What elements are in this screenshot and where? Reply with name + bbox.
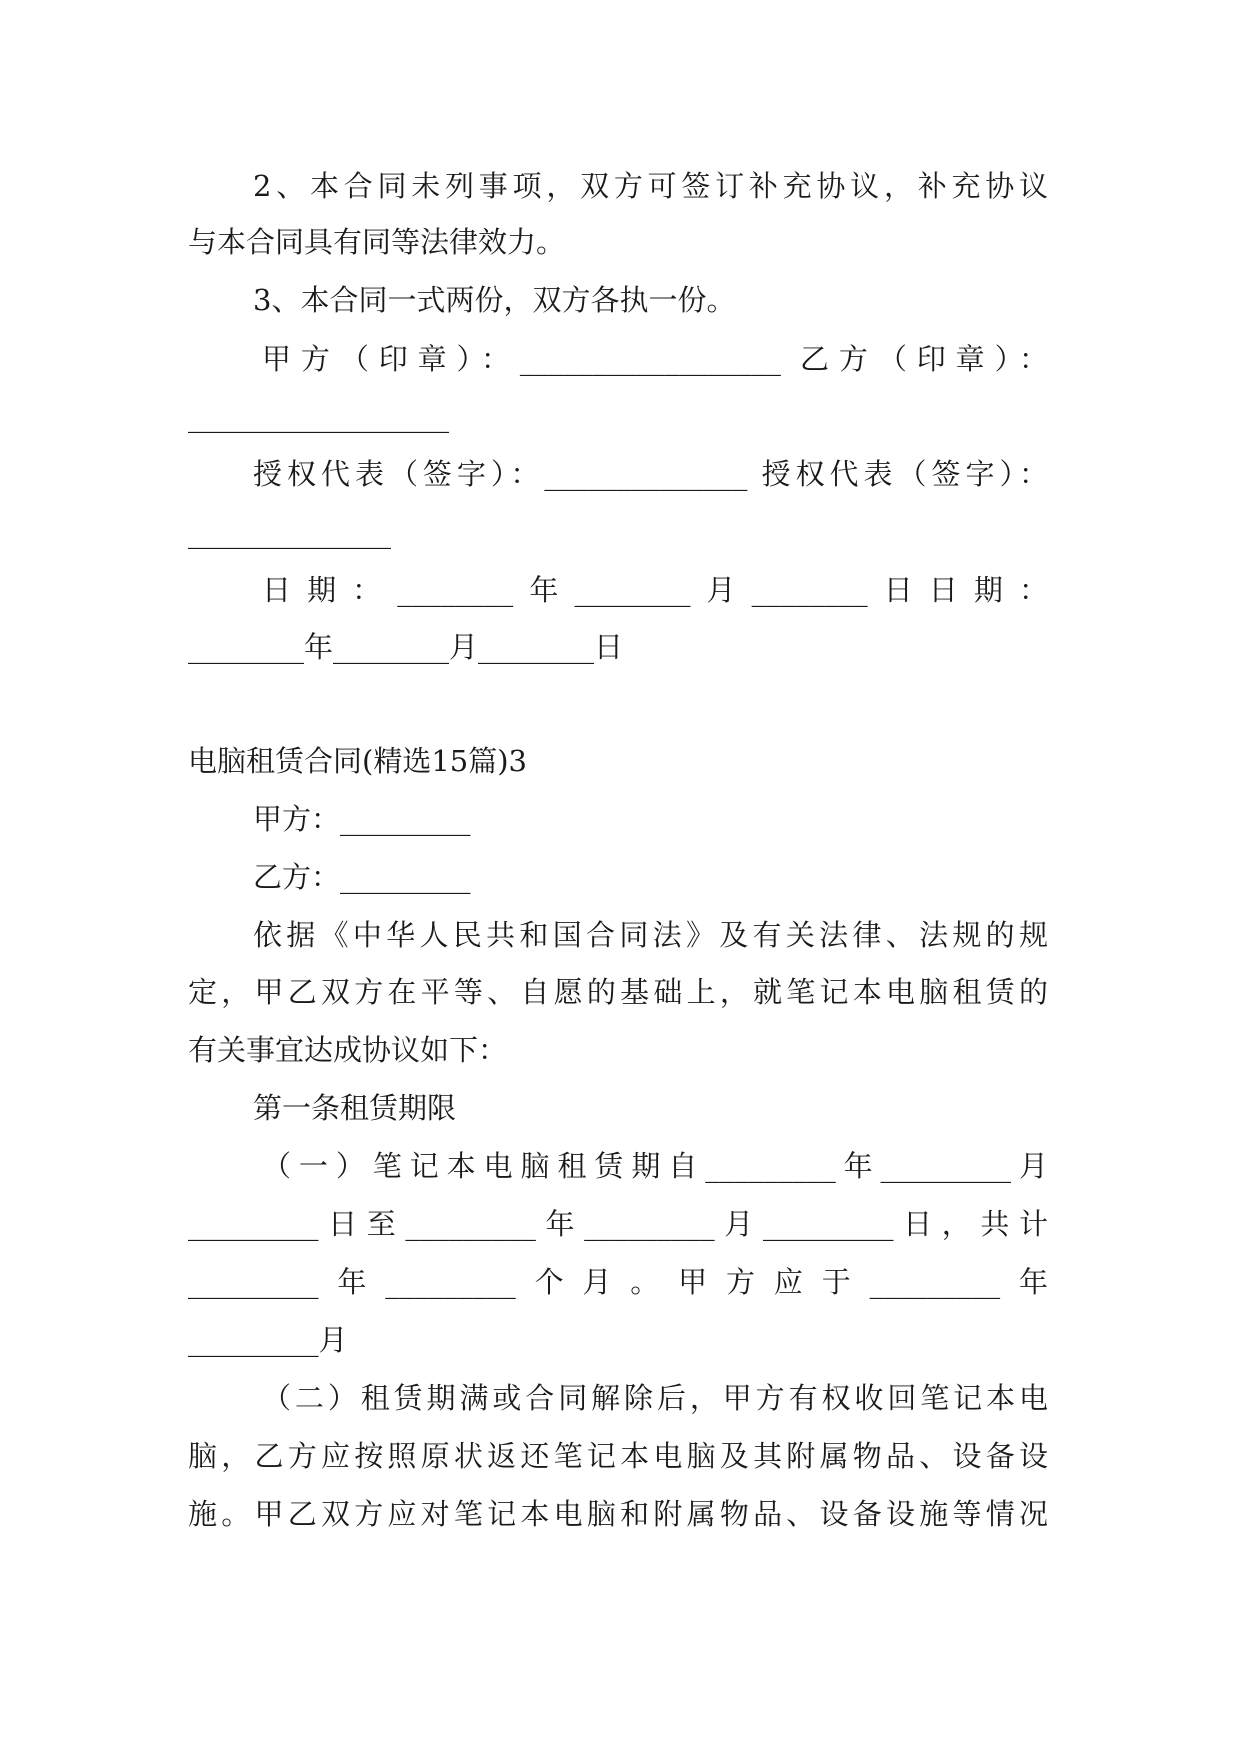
term-line-3: _________年_________个月。甲方应于_________年 bbox=[188, 1265, 1048, 1299]
preamble-line-2: 定，甲乙双方在平等、自愿的基础上，就笔记本电脑租赁的 bbox=[188, 975, 1048, 1009]
party-b-line: 乙方：_________ bbox=[253, 860, 471, 894]
clause-2-line-1: 2、本合同未列事项，双方可签订补充协议，补充协议 bbox=[253, 169, 1048, 203]
article-1-heading: 第一条租赁期限 bbox=[253, 1091, 457, 1125]
date-blank-line: ________年________月________日 bbox=[188, 630, 624, 664]
term-line-4: _________月 bbox=[188, 1323, 348, 1357]
preamble-line-1: 依据《中华人民共和国合同法》及有关法律、法规的规 bbox=[253, 918, 1048, 952]
representative-sign-blank: ______________ bbox=[188, 515, 391, 549]
clause-3: 3、本合同一式两份，双方各执一份。 bbox=[253, 283, 736, 317]
date-line: 日期：________年________月________日日期： bbox=[262, 573, 1048, 607]
party-a-seal-line: 甲方（印章）：__________________ 乙方（印章）： bbox=[262, 342, 1048, 376]
term-line-1: （一）笔记本电脑租赁期自_________年_________月 bbox=[262, 1149, 1048, 1183]
return-clause-line-1: （二）租赁期满或合同解除后，甲方有权收回笔记本电 bbox=[262, 1381, 1048, 1415]
return-clause-line-3: 施。甲乙双方应对笔记本电脑和附属物品、设备设施等情况 bbox=[188, 1497, 1048, 1531]
party-b-seal-blank: __________________ bbox=[188, 399, 449, 433]
representative-sign-line: 授权代表（签字）：______________ 授权代表（签字）： bbox=[253, 457, 1048, 491]
clause-2-line-2: 与本合同具有同等法律效力。 bbox=[188, 225, 566, 259]
preamble-line-3: 有关事宜达成协议如下： bbox=[188, 1033, 508, 1067]
section-title: 电脑租赁合同(精选15篇)3 bbox=[188, 744, 527, 778]
term-line-2: _________日至_________年_________月_________日，共计 bbox=[188, 1207, 1048, 1241]
return-clause-line-2: 脑，乙方应按照原状返还笔记本电脑及其附属物品、设备设 bbox=[188, 1439, 1048, 1473]
party-a-line: 甲方：_________ bbox=[253, 802, 471, 836]
